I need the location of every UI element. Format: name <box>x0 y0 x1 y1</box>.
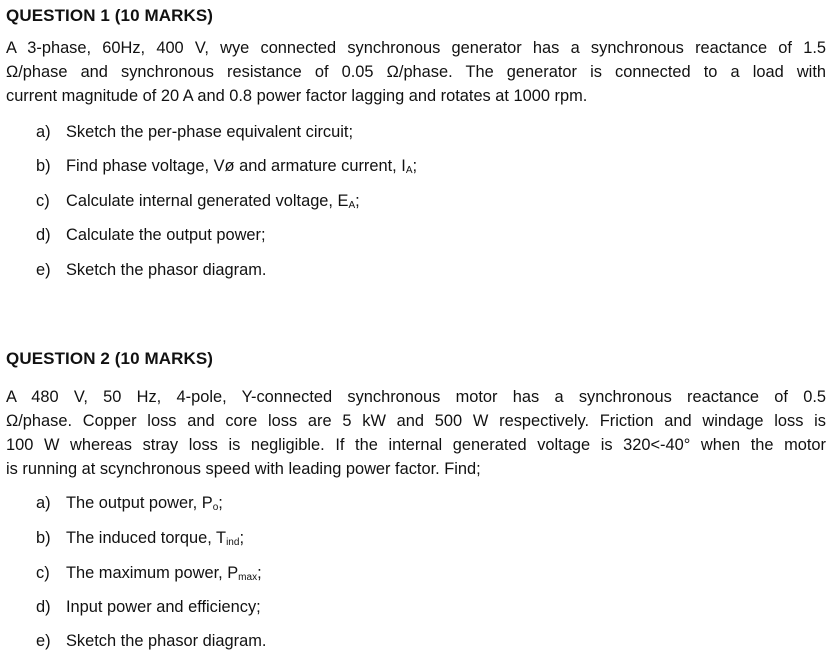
question-1-line: A 3-phase, 60Hz, 400 V, wye connected synchronous generator has a synchronous reactance of 1.5 <box>6 39 826 57</box>
question-1-item-e: e) Sketch the phasor diagram. <box>36 261 267 279</box>
question-2-item-a: a) The output power, $P_o$; <box>36 494 223 513</box>
question-2-item-e: e) Sketch the phasor diagram. <box>36 632 267 650</box>
question-2-line: 100 W whereas stray loss is negligible. If the internal generated voltage is 320<-40° when the motor <box>6 436 826 454</box>
question-1-line: current magnitude of 20 A and 0.8 power factor lagging and rotates at 1000 rpm. <box>6 87 588 105</box>
question-2-line: A 480 V, 50 Hz, 4-pole, Y-connected synchronous motor has a synchronous reactance of 0.5 <box>6 388 826 406</box>
question-2-title: QUESTION 2 (10 MARKS) <box>6 349 214 368</box>
question-2-line: is running at scynchronous speed with leading power factor. Find; <box>6 460 481 478</box>
question-2-item-d: d) Input power and efficiency; <box>36 598 261 616</box>
question-1-item-d: d) Calculate the output power; <box>36 226 266 244</box>
question-2-item-b: b) The induced torque, $T_{ind}$; <box>36 529 244 548</box>
question-2-item-c: c) The maximum power, $P_{max}$; <box>36 564 262 583</box>
question-2-line: Ω/phase. Copper loss and core loss are 5 kW and 500 W respectively. Friction and windage loss is <box>6 412 826 430</box>
question-2-body <box>6 385 826 481</box>
question-1-line: Ω/phase and synchronous resistance of 0.05 Ω/phase. The generator is connected to a load with <box>6 63 826 81</box>
question-1-item-a: a) Sketch the per-phase equivalent circuit; <box>36 123 353 141</box>
question-1-item-b: b) Find phase voltage, Vø and armature current, $I_A$; <box>36 157 418 176</box>
question-1-title: QUESTION 1 (10 MARKS) <box>6 6 214 25</box>
question-1-item-c: c) Calculate internal generated voltage, $E_A$; <box>36 192 360 211</box>
question-1-body <box>6 36 826 108</box>
